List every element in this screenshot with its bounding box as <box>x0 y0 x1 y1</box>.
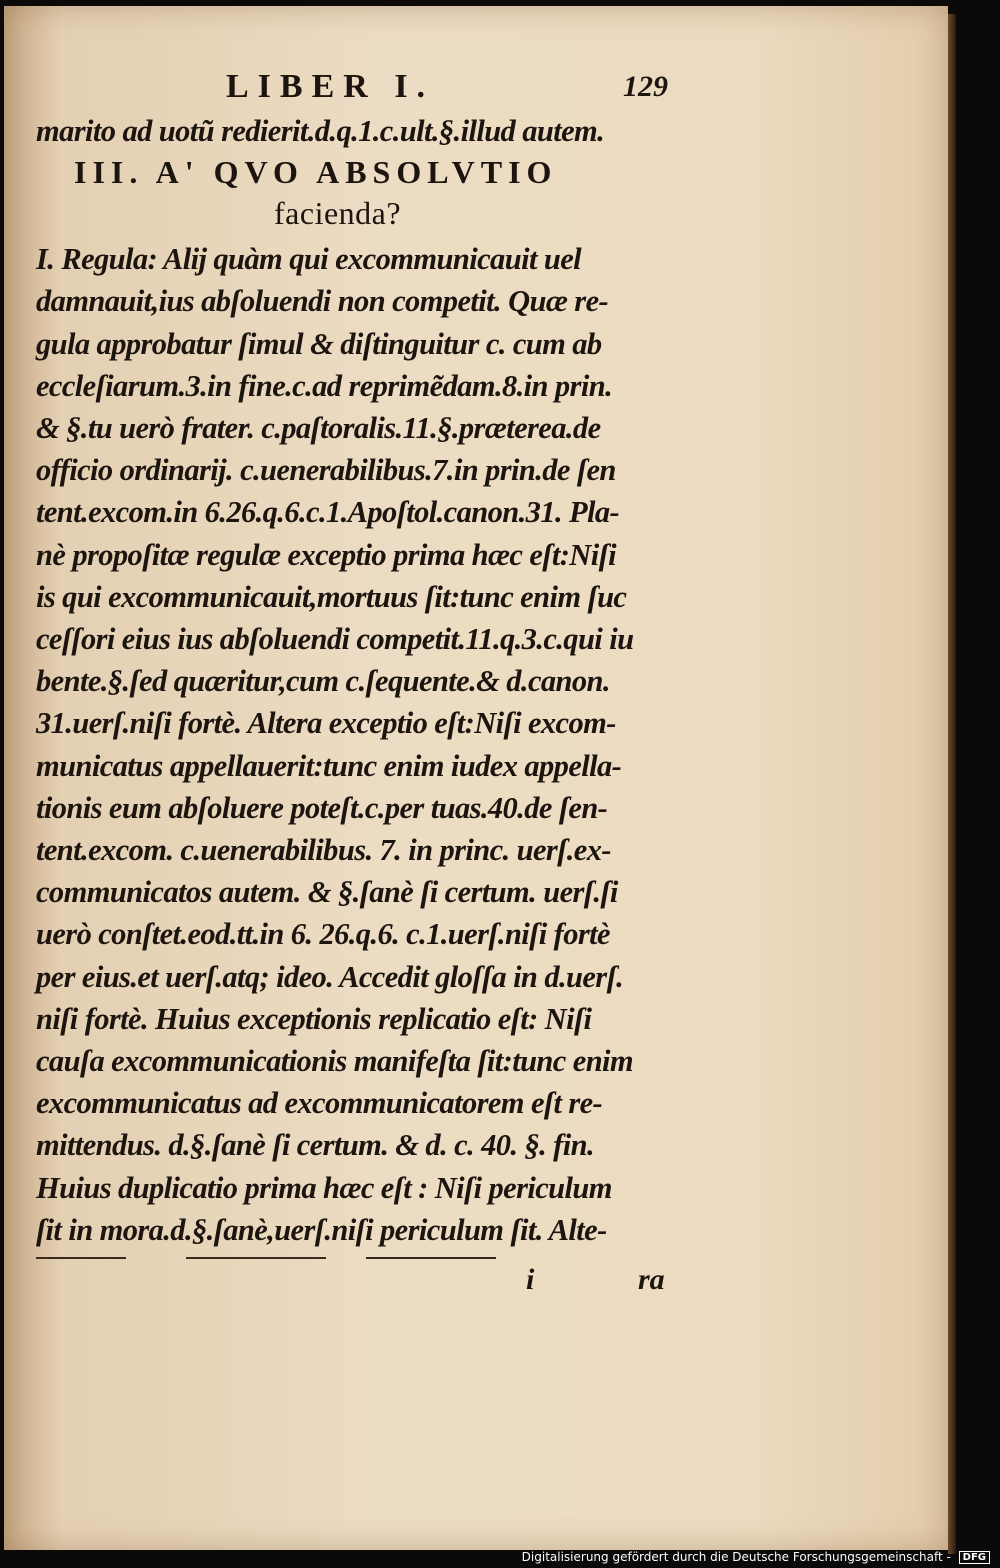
text-line: uerò conſtet.eod.tt.in 6. 26.q.6. c.1.uerſ.niſi fortè <box>36 917 610 952</box>
running-head-title: LIBER I. <box>226 68 435 105</box>
text-line: ceſſori eius ius abſoluendi competit.11.q.3.c.qui iu <box>36 622 634 657</box>
text-line: niſi fortè. Huius exceptionis replicatio eſt: Niſi <box>36 1001 592 1036</box>
text-line: gula approbatur ſimul & diſtinguitur c. cum ab <box>36 326 602 361</box>
text-line: excommunicatus ad excommunicatorem eſt re- <box>36 1086 603 1121</box>
digitization-footer <box>522 1550 990 1564</box>
body-text <box>36 238 670 1251</box>
text-line: mittendus. d.§.ſanè ſi certum. & d. c. 40. §. fin. <box>36 1128 594 1163</box>
text-line: ſit in mora.d.§.ſanè,uerſ.niſi periculum ſit. Alte- <box>36 1212 607 1247</box>
text-line: bente.§.ſed quæritur,cum c.ſequente.& d.canon. <box>36 664 610 699</box>
signature-mark: i <box>526 1263 535 1297</box>
page-edge-shadow <box>948 14 956 1554</box>
text-line: & §.tu uerò frater. c.paſtoralis.11.§.præterea.de <box>36 411 601 446</box>
text-line: tionis eum abſoluere poteſt.c.per tuas.40.de ſen- <box>36 790 608 825</box>
section-heading-continued: facienda? <box>274 195 402 232</box>
footer-credit: Digitalisierung gefördert durch die Deutsche Forschungsgemeinschaft - <box>521 1550 951 1564</box>
text-line: tent.excom.in 6.26.q.6.c.1.Apoſtol.canon.31. Pla- <box>36 495 620 530</box>
text-line: 31.uerſ.niſi fortè. Altera exceptio eſt:Niſi excom- <box>36 706 616 741</box>
catch-line <box>36 1263 670 1303</box>
text-line: officio ordinarij. c.uenerabilibus.7.in prin.de ſen <box>36 453 616 488</box>
text-block <box>36 66 670 1303</box>
text-line: is qui excommunicauit,mortuus ſit:tunc enim ſuc <box>36 579 627 614</box>
section-heading: III. A' QVO ABSOLVTIO <box>74 154 558 191</box>
catchword: ra <box>638 1263 665 1297</box>
dfg-logo: DFG <box>959 1551 990 1564</box>
folio-number: 129 <box>623 70 668 103</box>
text-line: per eius.et uerſ.atq; ideo. Accedit gloſſa in d.uerſ. <box>36 959 624 994</box>
text-line: tent.excom. c.uenerabilibus. 7. in princ. uerſ.ex- <box>36 833 611 868</box>
text-line: eccleſiarum.3.in fine.c.ad reprimẽdam.8.in prin. <box>36 368 613 403</box>
text-line: Huius duplicatio prima hæc eſt : Niſi periculum <box>36 1170 612 1205</box>
text-line: marito ad uotũ redierit.d.q.1.c.ult.§.illud autem. <box>36 114 605 148</box>
running-head <box>36 66 670 110</box>
text-line: I. Regula: Alij quàm qui excommunicauit uel <box>36 242 582 277</box>
text-line: damnauit,ius abſoluendi non competit. Quæ re- <box>36 284 609 319</box>
text-line: cauſa excommunicationis manifeſta ſit:tunc enim <box>36 1044 634 1079</box>
text-line: communicatos autem. & §.ſanè ſi certum. uerſ.ſi <box>36 875 618 910</box>
text-line: municatus appellauerit:tunc enim iudex appella- <box>36 748 622 783</box>
text-line: nè propoſitæ regulæ exceptio prima hæc eſt:Niſi <box>36 537 617 572</box>
bottom-rule <box>36 1255 670 1263</box>
